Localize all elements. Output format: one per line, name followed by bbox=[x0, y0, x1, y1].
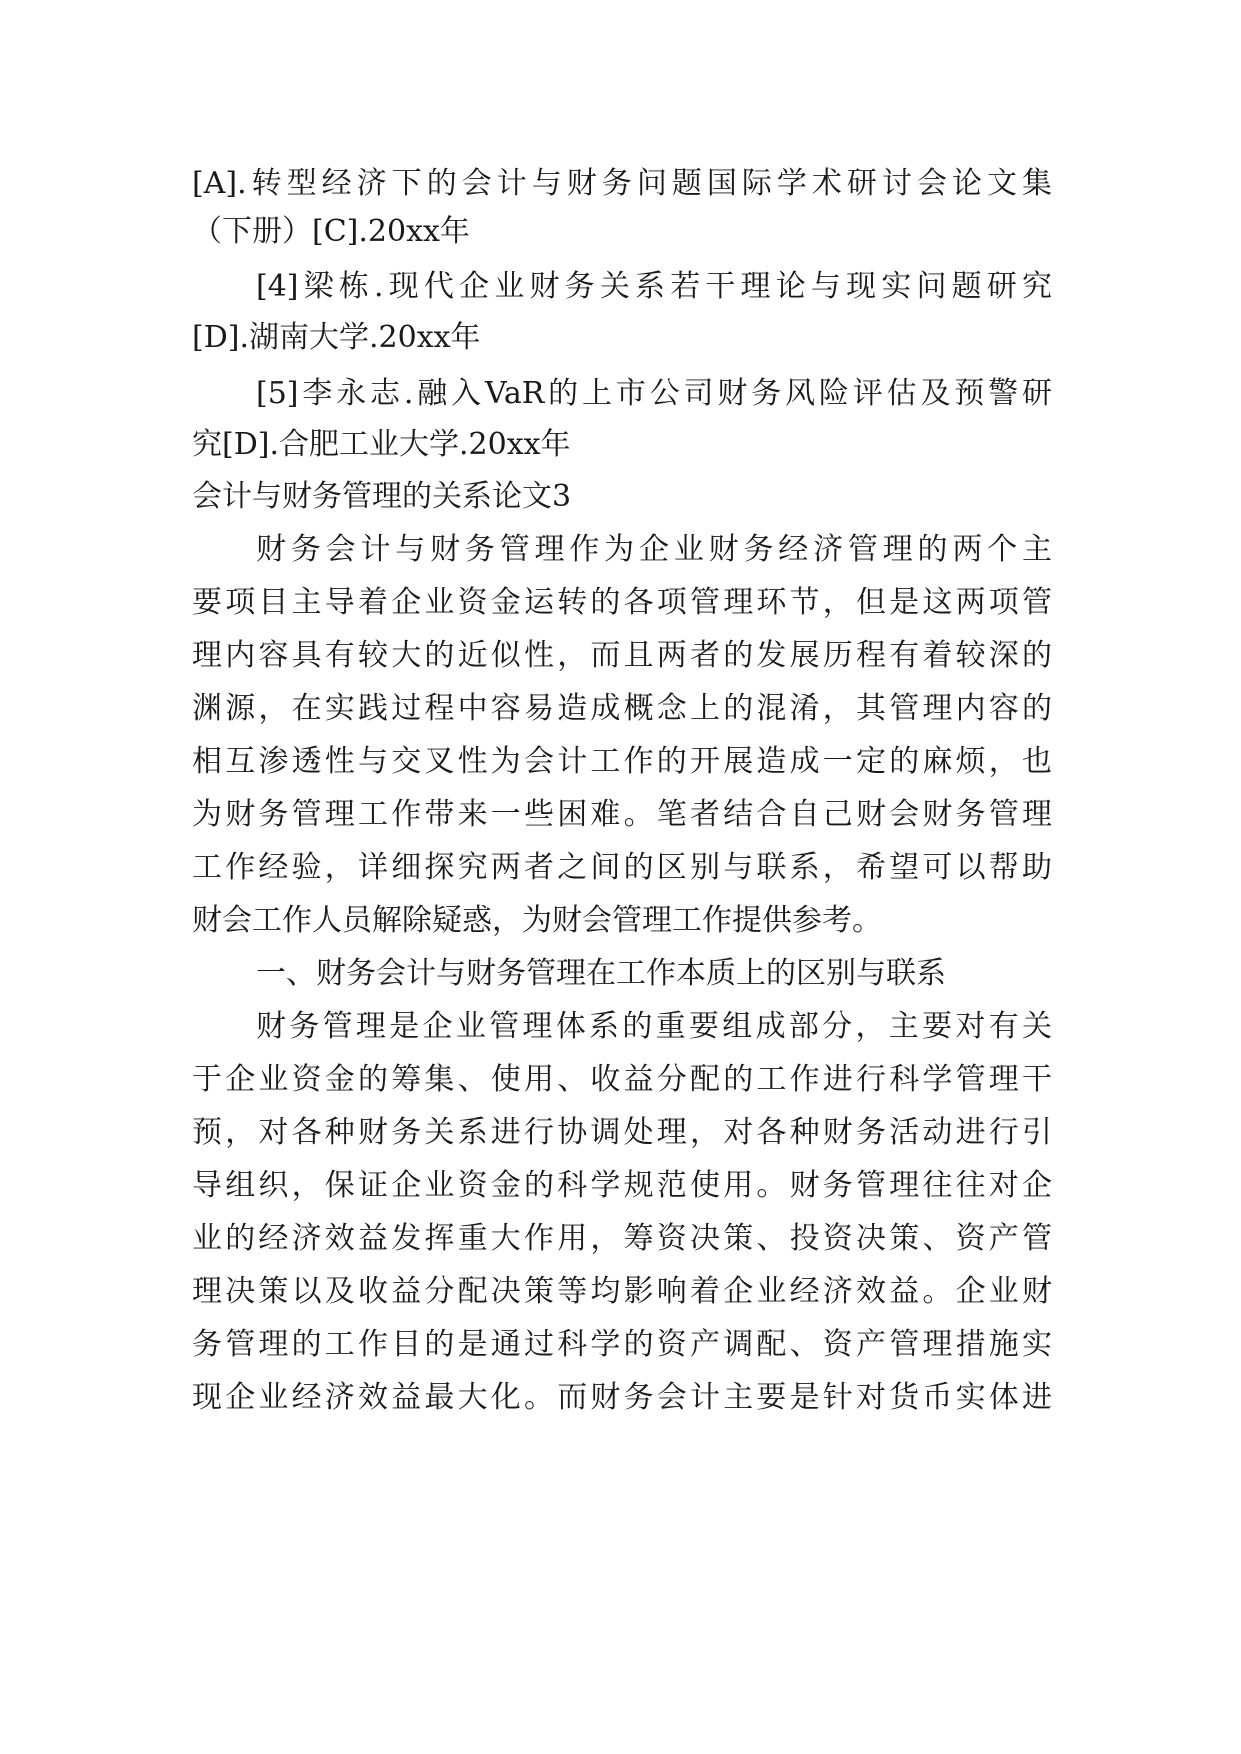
reference-line: [D].湖南大学.20xx年 bbox=[192, 320, 481, 355]
paragraph-line: 为财务管理工作带来一些困难。笔者结合自己财会财务管理 bbox=[192, 797, 1052, 832]
paragraph-line: 财务会计与财务管理作为企业财务经济管理的两个主 bbox=[256, 532, 1052, 567]
reference-line: [5]李永志.融入VaR的上市公司财务风险评估及预警研 bbox=[256, 376, 1052, 411]
reference-line: 究[D].合肥工业大学.20xx年 bbox=[192, 427, 571, 462]
paragraph-line: 理决策以及收益分配决策等均影响着企业经济效益。企业财 bbox=[192, 1274, 1052, 1309]
reference-line: [4]梁栋.现代企业财务关系若干理论与现实问题研究 bbox=[256, 269, 1052, 304]
paragraph-line: 务管理的工作目的是通过科学的资产调配、资产管理措施实 bbox=[192, 1327, 1052, 1362]
paragraph-line: 现企业经济效益最大化。而财务会计主要是针对货币实体进 bbox=[192, 1380, 1052, 1415]
paragraph-line: 预，对各种财务关系进行协调处理，对各种财务活动进行引 bbox=[192, 1115, 1052, 1150]
paragraph-line: 渊源，在实践过程中容易造成概念上的混淆，其管理内容的 bbox=[192, 691, 1052, 726]
paragraph-line: 理内容具有较大的近似性，而且两者的发展历程有着较深的 bbox=[192, 638, 1052, 673]
section-heading: 一、财务会计与财务管理在工作本质上的区别与联系 bbox=[256, 956, 946, 991]
paragraph-line: 要项目主导着企业资金运转的各项管理环节，但是这两项管 bbox=[192, 585, 1052, 620]
reference-line: （下册）[C].20xx年 bbox=[192, 214, 470, 249]
paragraph-line: 业的经济效益发挥重大作用，筹资决策、投资决策、资产管 bbox=[192, 1221, 1052, 1256]
section-title: 会计与财务管理的关系论文3 bbox=[192, 479, 572, 514]
paragraph-line: 相互渗透性与交叉性为会计工作的开展造成一定的麻烦，也 bbox=[192, 744, 1052, 779]
paragraph-line: 导组织，保证企业资金的科学规范使用。财务管理往往对企 bbox=[192, 1168, 1052, 1203]
paragraph-line: 于企业资金的筹集、使用、收益分配的工作进行科学管理干 bbox=[192, 1062, 1052, 1097]
paragraph-line: 财会工作人员解除疑惑，为财会管理工作提供参考。 bbox=[192, 903, 882, 938]
paragraph-line: 工作经验，详细探究两者之间的区别与联系，希望可以帮助 bbox=[192, 850, 1052, 885]
reference-line: [A].转型经济下的会计与财务问题国际学术研讨会论文集 bbox=[192, 166, 1052, 201]
paragraph-line: 财务管理是企业管理体系的重要组成部分，主要对有关 bbox=[256, 1009, 1052, 1044]
